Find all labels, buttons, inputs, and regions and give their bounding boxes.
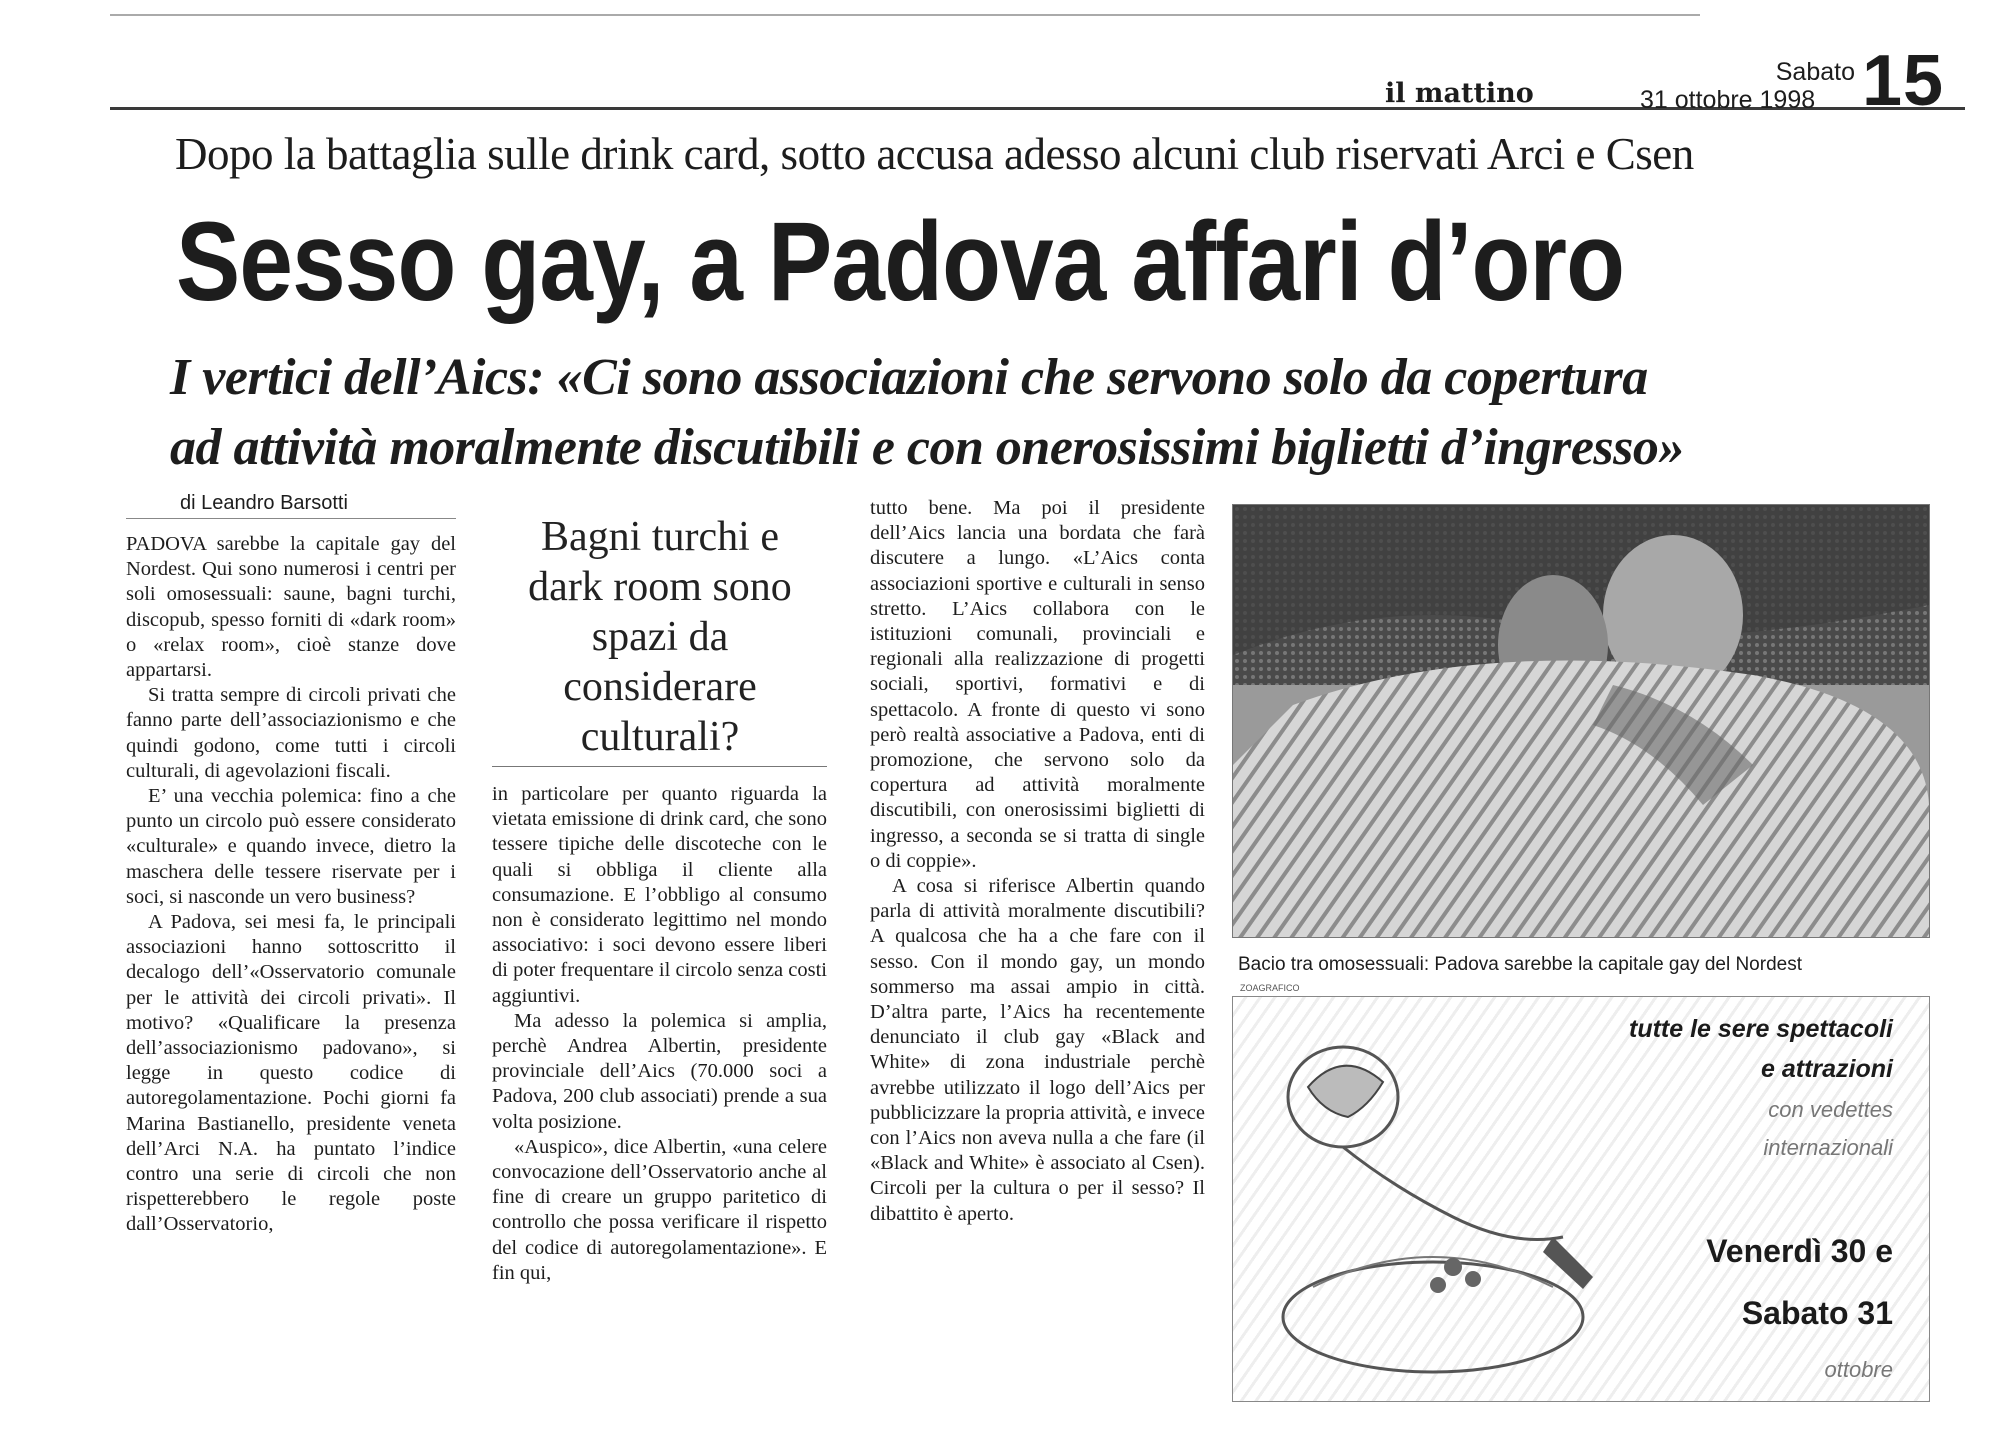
newspaper-name: il mattino xyxy=(1385,78,1534,109)
paragraph: in particolare per quanto riguarda la vietata emissione di drink card, che sono tessere tipiche delle discoteche con le quali si obbliga il cliente alla consumazione. E l’obbligo al consumo non è considerato legittimo nel mondo associativo: i soci devono essere liberi di poter frequentare il circolo senza costi aggiuntivi. xyxy=(492,783,827,1007)
article-subhead-line-2: ad attività moralmente discutibili e con onerosissimi biglietti d’ingresso» xyxy=(170,419,1684,476)
masthead-day: Sabato xyxy=(1775,58,1855,86)
paragraph: Ma adesso la polemica si amplia, perchè Andrea Albertin, presidente provinciale dell’Aics (70.000 soci a Padova, 200 club associati) prende a sua volta posizione. xyxy=(492,1009,827,1133)
ad-line-3: con vedettes xyxy=(1768,1097,1893,1122)
advertisement-box xyxy=(1232,996,1930,1402)
kiss-photo-image xyxy=(1233,505,1929,937)
article-column-3 xyxy=(870,496,1205,1227)
paragraph: A cosa si riferisce Albertin quando parla di attività moralmente discutibili? A qualcosa che ha a che fare con il sesso. Con il mondo gay, un mondo sommerso ma assai ampio in città. D’altra parte, l’Aics ha recentemente denunciato il club gay «Black and White» di zona industriale perchè avrebbe utilizzato il logo dell’Aics per pubblicizzare la propria attività, e invece con l’Aics non aveva nulla a che fare (il «Black and White» è associato al Csen). Circoli per la cultura o per il sesso? Il dibattito è aperto. xyxy=(870,875,1205,1225)
article-column-1 xyxy=(126,532,456,1238)
pull-quote-rule xyxy=(492,766,827,767)
showgirl-illustration xyxy=(1253,1027,1613,1397)
page-number: 15 xyxy=(1862,41,1945,121)
photo-credit: ZOAGRAFICO xyxy=(1240,983,1300,993)
byline: di Leandro Barsotti xyxy=(180,492,348,514)
ad-line-7: ottobre xyxy=(1824,1357,1893,1382)
paragraph: Si tratta sempre di circoli privati che fanno parte dell’associazionismo e che quindi godono, come tutti i circoli culturali, di agevolazioni fiscali. xyxy=(126,684,456,782)
ad-line-1: tutte le sere spettacoli xyxy=(1629,1015,1893,1043)
masthead-date: 31 ottobre 1998 xyxy=(1640,86,1816,114)
article-kicker: Dopo la battaglia sulle drink card, sotto accusa adesso alcuni club riservati Arci e Csen xyxy=(175,129,1694,179)
byline-rule xyxy=(126,518,456,519)
ad-line-6: Sabato 31 xyxy=(1741,1295,1893,1331)
top-rule xyxy=(110,14,1700,16)
photo-caption: Bacio tra omosessuali: Padova sarebbe la capitale gay del Nordest xyxy=(1238,954,1802,975)
ad-line-5: Venerdì 30 e xyxy=(1706,1233,1893,1269)
paragraph: A Padova, sei mesi fa, le principali associazioni hanno sottoscritto il decalogo dell’«Osservatorio comunale per le attività dei circoli privati». Il motivo? «Qualificare la presenza dell’associazionismo padovano», si legge in questo codice di autoregolamentazione. Pochi giorni fa Marina Bastianello, presidente veneta dell’Arci N.A. ha puntato l’indice contro una serie di circoli che non rispetterebbero le regole poste dall’Osservatorio, xyxy=(126,911,456,1236)
pull-quote: Bagni turchi e dark room sono spazi da considerare culturali? xyxy=(528,514,792,760)
paragraph: tutto bene. Ma poi il presidente dell’Aics lancia una bordata che farà discutere a lungo. «L’Aics conta associazioni sportive e culturali in senso stretto. L’Aics collabora con le istituzioni comunali, provinciali e regionali alla realizzazione di progetti sociali, sportivi, formativi e di spettacolo. A fronte di questo vi sono però realtà associative a Padova, enti di promozione, che servono solo da copertura ad attività moralmente discutibili, con onerosissimi biglietti di ingresso, a seconda se si tratta di single o di coppie». xyxy=(870,497,1205,872)
article-photo xyxy=(1232,504,1930,938)
paragraph: PADOVA sarebbe la capitale gay del Nordest. Qui sono numerosi i centri per soli omosessuali: saune, bagni turchi, discopub, spesso forniti di «dark room» o «relax room», cioè stanze dove appartarsi. xyxy=(126,533,456,682)
paragraph: E’ una vecchia polemica: fino a che punto un circolo può essere considerato «culturale» e quando invece, dietro la maschera delle tessere riservate per i soci, si nasconde un vero business? xyxy=(126,785,456,908)
article-column-2 xyxy=(492,782,827,1286)
ad-line-4: internazionali xyxy=(1763,1135,1893,1160)
ad-line-2: e attrazioni xyxy=(1761,1055,1893,1083)
paragraph: «Auspico», dice Albertin, «una celere convocazione dell’Osservatorio anche al fine di creare un gruppo paritetico di controllo che possa verificare il rispetto del codice di autoregolamentazione». E fin qui, xyxy=(492,1135,827,1284)
article-subhead-line-1: I vertici dell’Aics: «Ci sono associazioni che servono solo da copertura xyxy=(170,349,1648,406)
article-headline: Sesso gay, a Padova affari d’oro xyxy=(176,199,1625,324)
